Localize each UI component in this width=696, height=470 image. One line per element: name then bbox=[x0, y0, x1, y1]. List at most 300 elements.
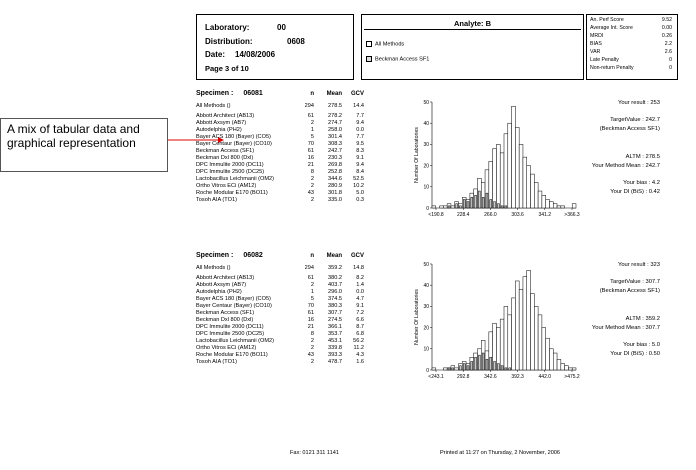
legend-all-methods bbox=[366, 41, 404, 47]
specimen-id: 06082 bbox=[243, 252, 263, 259]
y-axis-label: Number Of Laboratories bbox=[414, 127, 420, 183]
method-bar bbox=[463, 200, 465, 208]
x-tick-label: 266.0 bbox=[484, 212, 497, 218]
legend-method bbox=[366, 56, 429, 62]
table-row bbox=[196, 275, 366, 282]
x-tick-label: <190.8 bbox=[428, 212, 444, 218]
histogram-bar bbox=[534, 183, 538, 208]
cell-gcv: 9.4 bbox=[356, 162, 364, 168]
cell-mean: 403.7 bbox=[328, 282, 342, 288]
x-tick-label: >366.3 bbox=[564, 212, 580, 218]
cell-mean: 252.8 bbox=[328, 169, 342, 175]
cell-gcv: 6.6 bbox=[356, 317, 364, 323]
histogram-bar bbox=[496, 144, 500, 208]
cell-n: 16 bbox=[307, 155, 314, 161]
cell-mean: 278.5 bbox=[328, 103, 342, 109]
method-bar bbox=[459, 366, 461, 370]
table-row bbox=[196, 141, 366, 148]
method-bar bbox=[471, 197, 473, 208]
method-bar bbox=[456, 204, 458, 208]
cell-n: 2 bbox=[310, 359, 314, 365]
specimen-title bbox=[196, 252, 263, 259]
method-bar bbox=[501, 206, 503, 208]
cell-mean: 380.2 bbox=[328, 275, 342, 281]
perf-row: An. Perf Score 9.52 bbox=[590, 17, 672, 23]
histogram-bar bbox=[546, 338, 550, 370]
cell-n: 21 bbox=[307, 162, 314, 168]
method-bar bbox=[494, 362, 496, 370]
specimen-id: 06081 bbox=[243, 90, 263, 97]
x-tick-label: 442.0 bbox=[538, 374, 552, 380]
histogram-bar bbox=[500, 153, 504, 208]
specimen-section bbox=[196, 252, 686, 402]
info-di: Your DI (BiS) : 0.42 bbox=[610, 189, 660, 195]
histogram-bar bbox=[549, 349, 553, 370]
distribution-value: 0608 bbox=[287, 37, 305, 46]
cell-name: Bayer Centaur (Bayer) (CO10) bbox=[196, 303, 272, 309]
histogram-bar bbox=[432, 206, 436, 208]
cell-name: Beckman Access (SF1) bbox=[196, 310, 255, 316]
analyte-divider bbox=[364, 29, 581, 30]
x-tick-label: 392.3 bbox=[511, 374, 524, 380]
histogram-bar bbox=[523, 277, 527, 370]
histogram-bar bbox=[508, 315, 512, 370]
lab-info-box bbox=[196, 14, 354, 80]
histogram-bar bbox=[432, 368, 436, 370]
cell-gcv: 8.4 bbox=[356, 169, 364, 175]
cell-gcv: 9.1 bbox=[356, 155, 364, 161]
table-row bbox=[196, 148, 366, 155]
table-row bbox=[196, 310, 366, 317]
cell-name: Tosoh AIA (TO1) bbox=[196, 197, 237, 203]
histogram-bar bbox=[572, 368, 576, 370]
distribution-line bbox=[205, 37, 305, 46]
method-bar bbox=[482, 197, 484, 208]
cell-n: 43 bbox=[307, 352, 314, 358]
table-row bbox=[196, 359, 366, 366]
x-tick-label: 228.4 bbox=[456, 212, 470, 218]
cell-gcv: 4.3 bbox=[356, 352, 364, 358]
method-bar bbox=[459, 206, 461, 208]
info-di: Your DI (BiS) : 0.50 bbox=[610, 351, 660, 357]
cell-mean: 296.0 bbox=[328, 289, 342, 295]
info-method-mean: Your Method Mean : 242.7 bbox=[591, 163, 660, 169]
histogram-bar bbox=[443, 368, 447, 370]
histogram-bar bbox=[443, 206, 447, 208]
laboratory-value: 00 bbox=[277, 23, 286, 32]
cell-name: Autodelphia (PH2) bbox=[196, 127, 242, 133]
cell-n: 2 bbox=[310, 197, 314, 203]
cell-name: Lactobacillus Leichmanii (OM2) bbox=[196, 338, 275, 344]
info-bias: Your bias : 5.0 bbox=[623, 342, 660, 348]
cell-name: Autodelphia (PH2) bbox=[196, 289, 242, 295]
cell-mean: 339.8 bbox=[328, 345, 342, 351]
method-bar bbox=[475, 195, 477, 208]
cell-mean: 380.3 bbox=[328, 303, 342, 309]
cell-n: 21 bbox=[307, 324, 314, 330]
method-bar bbox=[448, 206, 450, 208]
cell-mean: 242.7 bbox=[328, 148, 342, 154]
cell-gcv: 14.4 bbox=[353, 103, 364, 109]
perf-row: VAR 2.6 bbox=[590, 49, 672, 55]
x-tick-label: >475.2 bbox=[564, 374, 580, 380]
histogram-bar bbox=[527, 270, 531, 370]
cell-n: 294 bbox=[304, 103, 314, 109]
cell-n: 2 bbox=[310, 282, 314, 288]
histogram-bar bbox=[572, 204, 576, 208]
histogram-bar bbox=[515, 127, 519, 208]
cell-mean: 335.0 bbox=[328, 197, 342, 203]
cell-n: 70 bbox=[307, 303, 314, 309]
cell-n: 61 bbox=[307, 113, 314, 119]
footer-printed: Printed at 11:27 on Thursday, 2 November, 2006 bbox=[440, 450, 561, 456]
table-row bbox=[196, 265, 366, 272]
cell-mean: 274.7 bbox=[328, 120, 342, 126]
table-row bbox=[196, 169, 366, 176]
table-row bbox=[196, 176, 366, 183]
method-bar bbox=[478, 355, 480, 370]
table-row bbox=[196, 352, 366, 359]
histogram-bar bbox=[538, 315, 542, 370]
histogram-bar bbox=[504, 134, 508, 208]
cell-mean: 269.8 bbox=[328, 162, 342, 168]
table-row bbox=[196, 113, 366, 120]
method-bar bbox=[505, 368, 507, 370]
y-axis-label: Number Of Laboratories bbox=[414, 289, 420, 345]
info-target: TargetValue : 242.7 bbox=[610, 117, 660, 123]
cell-name: Bayer ACS 180 (Bayer) (CO5) bbox=[196, 296, 271, 302]
analyte-title: Analyte: B bbox=[453, 19, 492, 28]
perf-row: Late Penalty 0 bbox=[590, 57, 672, 63]
cell-name: Ortho Vitros ECi (AM12) bbox=[196, 183, 257, 189]
performance-box bbox=[586, 14, 678, 80]
cell-mean: 393.3 bbox=[328, 352, 342, 358]
specimen-title bbox=[196, 90, 263, 97]
cell-name: Beckman Access (SF1) bbox=[196, 148, 255, 154]
histogram-bar bbox=[440, 206, 444, 208]
cell-mean: 478.7 bbox=[328, 359, 342, 365]
method-bar bbox=[486, 193, 488, 208]
cell-gcv: 8.3 bbox=[356, 148, 364, 154]
cell-n: 8 bbox=[310, 331, 314, 337]
table-row bbox=[196, 303, 366, 310]
cell-gcv: 7.2 bbox=[356, 310, 364, 316]
table-row bbox=[196, 324, 366, 331]
cell-n: 1 bbox=[310, 127, 314, 133]
method-bar bbox=[448, 368, 450, 370]
analyte-box bbox=[361, 14, 584, 80]
histogram-bar bbox=[500, 319, 504, 370]
method-bar bbox=[509, 368, 511, 370]
column-header-mean: Mean bbox=[326, 253, 342, 259]
info-your-result: Your result : 323 bbox=[617, 262, 660, 268]
y-tick-label: 30 bbox=[423, 142, 429, 149]
info-altm: ALTM : 359.2 bbox=[625, 316, 660, 322]
table-row bbox=[196, 282, 366, 289]
cell-gcv: 4.7 bbox=[356, 296, 364, 302]
perf-row: BIAS 2.2 bbox=[590, 41, 672, 47]
cell-mean: 308.3 bbox=[328, 141, 342, 147]
cell-mean: 344.6 bbox=[328, 176, 342, 182]
method-bar bbox=[490, 200, 492, 208]
histogram-bar bbox=[557, 359, 561, 370]
table-row bbox=[196, 103, 366, 110]
x-tick-label: 303.6 bbox=[511, 212, 524, 218]
table-row bbox=[196, 190, 366, 197]
cell-n: 61 bbox=[307, 310, 314, 316]
x-tick-label: <243.1 bbox=[428, 374, 444, 380]
method-bar bbox=[471, 362, 473, 370]
histogram-bar bbox=[451, 206, 455, 208]
method-bar bbox=[467, 202, 469, 208]
table-row bbox=[196, 155, 366, 162]
method-bar bbox=[467, 366, 469, 370]
table-row bbox=[196, 345, 366, 352]
y-tick-label: 50 bbox=[423, 99, 429, 106]
y-tick-label: 50 bbox=[423, 261, 429, 268]
legend-label-all: All Methods bbox=[375, 41, 405, 48]
info-target: TargetValue : 307.7 bbox=[610, 279, 660, 285]
histogram-bar bbox=[561, 206, 565, 208]
info-bias: Your bias : 4.2 bbox=[623, 180, 660, 186]
histogram-bar bbox=[542, 328, 546, 370]
cell-mean: 359.2 bbox=[328, 265, 342, 271]
cell-n: 2 bbox=[310, 183, 314, 189]
histogram-bar bbox=[508, 123, 512, 208]
method-bar bbox=[486, 359, 488, 370]
cell-n: 61 bbox=[307, 275, 314, 281]
page-number: Page 3 of 10 bbox=[205, 64, 249, 73]
cell-n: 61 bbox=[307, 148, 314, 154]
histogram-bar bbox=[568, 368, 572, 370]
cell-n: 2 bbox=[310, 338, 314, 344]
cell-gcv: 1.4 bbox=[356, 282, 364, 288]
cell-name: Beckman Dxl 800 (Dxl) bbox=[196, 317, 254, 323]
cell-name: Bayer ACS 180 (Bayer) (CO5) bbox=[196, 134, 271, 140]
cell-n: 70 bbox=[307, 141, 314, 147]
cell-gcv: 0.3 bbox=[356, 197, 364, 203]
cell-name: Abbott Architect (AB13) bbox=[196, 275, 255, 281]
y-tick-label: 0 bbox=[426, 205, 429, 212]
method-bar bbox=[501, 366, 503, 370]
cell-name: Bayer Centaur (Bayer) (CO10) bbox=[196, 141, 272, 147]
cell-gcv: 1.6 bbox=[356, 359, 364, 365]
specimen-section bbox=[196, 90, 686, 240]
legend-swatch-all bbox=[366, 41, 372, 47]
laboratory-label: Laboratory: bbox=[205, 23, 250, 32]
column-header-n: n bbox=[310, 91, 314, 97]
cell-name: DPC Immulite 2000 (DC11) bbox=[196, 324, 264, 330]
cell-n: 8 bbox=[310, 169, 314, 175]
table-row bbox=[196, 289, 366, 296]
perf-row: Average Int. Score 0.00 bbox=[590, 25, 672, 31]
y-tick-label: 0 bbox=[426, 367, 429, 374]
cell-name: All Methods () bbox=[196, 103, 231, 109]
callout-box bbox=[0, 118, 168, 172]
y-tick-label: 10 bbox=[423, 346, 429, 353]
cell-gcv: 5.0 bbox=[356, 190, 364, 196]
method-bar bbox=[452, 368, 454, 370]
cell-name: Tosoh AIA (TO1) bbox=[196, 359, 237, 365]
info-your-result: Your result : 253 bbox=[617, 100, 660, 106]
cell-n: 2 bbox=[310, 120, 314, 126]
laboratory-line bbox=[205, 23, 286, 32]
column-header-gcv: GCV bbox=[350, 253, 364, 259]
cell-mean: 278.2 bbox=[328, 113, 342, 119]
cell-n: 16 bbox=[307, 317, 314, 323]
legend-swatch-method bbox=[366, 56, 372, 62]
cell-name: DPC Immulite 2500 (DC25) bbox=[196, 331, 265, 337]
cell-mean: 353.7 bbox=[328, 331, 342, 337]
table-row bbox=[196, 183, 366, 190]
histogram-bar bbox=[553, 353, 557, 370]
histogram-bar bbox=[538, 191, 542, 208]
perf-row: Non-return Penalty 0 bbox=[590, 65, 672, 71]
cell-name: Ortho Vitros ECi (AM12) bbox=[196, 345, 257, 351]
table-row bbox=[196, 296, 366, 303]
method-bar bbox=[478, 191, 480, 208]
table-row bbox=[196, 162, 366, 169]
x-tick-label: 341.2 bbox=[538, 212, 552, 218]
distribution-label: Distribution: bbox=[205, 37, 253, 46]
histogram-bar bbox=[519, 144, 523, 208]
date-line bbox=[205, 50, 276, 59]
y-tick-label: 30 bbox=[423, 304, 429, 311]
x-tick-label: 292.8 bbox=[456, 374, 470, 380]
histogram-bar bbox=[553, 204, 557, 208]
cell-n: 2 bbox=[310, 176, 314, 182]
histogram-bar bbox=[565, 366, 569, 370]
histogram-bar bbox=[557, 206, 561, 208]
table-row bbox=[196, 331, 366, 338]
x-tick-label: 342.6 bbox=[484, 374, 497, 380]
cell-gcv: 7.7 bbox=[356, 113, 364, 119]
cell-gcv: 7.7 bbox=[356, 134, 364, 140]
cell-gcv: 8.7 bbox=[356, 324, 364, 330]
info-altm: ALTM : 278.5 bbox=[625, 154, 660, 160]
table-row bbox=[196, 134, 366, 141]
histogram-bar bbox=[493, 149, 497, 208]
method-bar bbox=[497, 364, 499, 370]
specimen-label: Specimen : bbox=[196, 252, 234, 259]
info-method-mean: Your Method Mean : 307.7 bbox=[591, 325, 660, 331]
column-header-n: n bbox=[310, 253, 314, 259]
cell-name: Abbott Axsym (AB7) bbox=[196, 120, 247, 126]
histogram-bar bbox=[531, 174, 535, 208]
cell-gcv: 0.0 bbox=[356, 127, 364, 133]
histogram-chart bbox=[412, 258, 582, 390]
cell-mean: 301.8 bbox=[328, 190, 342, 196]
table-row bbox=[196, 127, 366, 134]
y-tick-label: 20 bbox=[423, 163, 429, 170]
cell-n: 43 bbox=[307, 190, 314, 196]
cell-mean: 274.5 bbox=[328, 317, 342, 323]
cell-name: Roche Modular E170 (BO11) bbox=[196, 352, 268, 358]
cell-name: DPC Immulite 2000 (DC11) bbox=[196, 162, 264, 168]
cell-name: Lactobacillus Leichmanii (OM2) bbox=[196, 176, 275, 182]
cell-name: All Methods () bbox=[196, 265, 231, 271]
info-target-method: (Beckman Access SF1) bbox=[599, 126, 660, 132]
method-bar bbox=[490, 357, 492, 370]
histogram-bar bbox=[531, 294, 535, 370]
histogram-bar bbox=[527, 166, 531, 208]
histogram-bar bbox=[515, 281, 519, 370]
histogram-bar bbox=[542, 195, 546, 208]
cell-gcv: 10.2 bbox=[353, 183, 364, 189]
cell-gcv: 0.0 bbox=[356, 289, 364, 295]
cell-n: 1 bbox=[310, 289, 314, 295]
y-tick-label: 40 bbox=[423, 283, 429, 289]
method-bar bbox=[494, 202, 496, 208]
histogram-bar bbox=[512, 106, 516, 208]
y-tick-label: 40 bbox=[423, 121, 429, 127]
cell-name: Roche Modular E170 (BO11) bbox=[196, 190, 268, 196]
specimen-label: Specimen : bbox=[196, 90, 234, 97]
table-row bbox=[196, 338, 366, 345]
cell-name: Beckman Dxl 800 (Dxl) bbox=[196, 155, 254, 161]
histogram-bar bbox=[523, 157, 527, 208]
footer-fax: Fax: 0121 311 1141 bbox=[290, 450, 339, 456]
cell-name: Abbott Axsym (AB7) bbox=[196, 282, 247, 288]
cell-n: 5 bbox=[310, 134, 314, 140]
histogram-bar bbox=[549, 202, 553, 208]
y-tick-label: 20 bbox=[423, 325, 429, 332]
cell-gcv: 14.8 bbox=[353, 265, 364, 271]
cell-mean: 366.1 bbox=[328, 324, 342, 330]
histogram-bar bbox=[519, 289, 523, 370]
histogram-bar bbox=[534, 306, 538, 370]
method-bar bbox=[463, 364, 465, 370]
method-bar bbox=[505, 206, 507, 208]
cell-gcv: 9.5 bbox=[356, 141, 364, 147]
y-tick-label: 10 bbox=[423, 184, 429, 191]
table-row bbox=[196, 317, 366, 324]
histogram-bar bbox=[546, 200, 550, 208]
info-target-method: (Beckman Access SF1) bbox=[599, 288, 660, 294]
cell-name: Abbott Architect (AB13) bbox=[196, 113, 255, 119]
cell-mean: 374.5 bbox=[328, 296, 342, 302]
perf-row: MRDI 0.26 bbox=[590, 33, 672, 39]
cell-mean: 280.9 bbox=[328, 183, 342, 189]
table-row bbox=[196, 120, 366, 127]
histogram-bar bbox=[512, 298, 516, 370]
cell-gcv: 9.4 bbox=[356, 120, 364, 126]
cell-gcv: 11.2 bbox=[353, 345, 364, 351]
cell-mean: 258.0 bbox=[328, 127, 342, 133]
cell-gcv: 6.8 bbox=[356, 331, 364, 337]
histogram-bar bbox=[455, 368, 459, 370]
histogram-bar bbox=[561, 364, 565, 370]
cell-gcv: 56.2 bbox=[353, 338, 364, 344]
cell-mean: 301.4 bbox=[328, 134, 342, 140]
cell-n: 294 bbox=[304, 265, 314, 271]
column-header-gcv: GCV bbox=[350, 91, 364, 97]
cell-gcv: 9.1 bbox=[356, 303, 364, 309]
cell-mean: 453.1 bbox=[328, 338, 342, 344]
cell-n: 2 bbox=[310, 345, 314, 351]
legend-label-method: Beckman Access SF1 bbox=[375, 56, 430, 63]
method-bar bbox=[482, 353, 484, 370]
cell-name: DPC Immulite 2500 (DC25) bbox=[196, 169, 265, 175]
callout-text: A mix of tabular data and graphical representation bbox=[7, 122, 140, 150]
histogram-bar bbox=[504, 306, 508, 370]
method-bar bbox=[475, 357, 477, 370]
cell-mean: 230.3 bbox=[328, 155, 342, 161]
date-label: Date: bbox=[205, 50, 226, 59]
date-value: 14/08/2006 bbox=[235, 50, 276, 59]
histogram-chart bbox=[412, 96, 582, 228]
cell-mean: 307.7 bbox=[328, 310, 342, 316]
